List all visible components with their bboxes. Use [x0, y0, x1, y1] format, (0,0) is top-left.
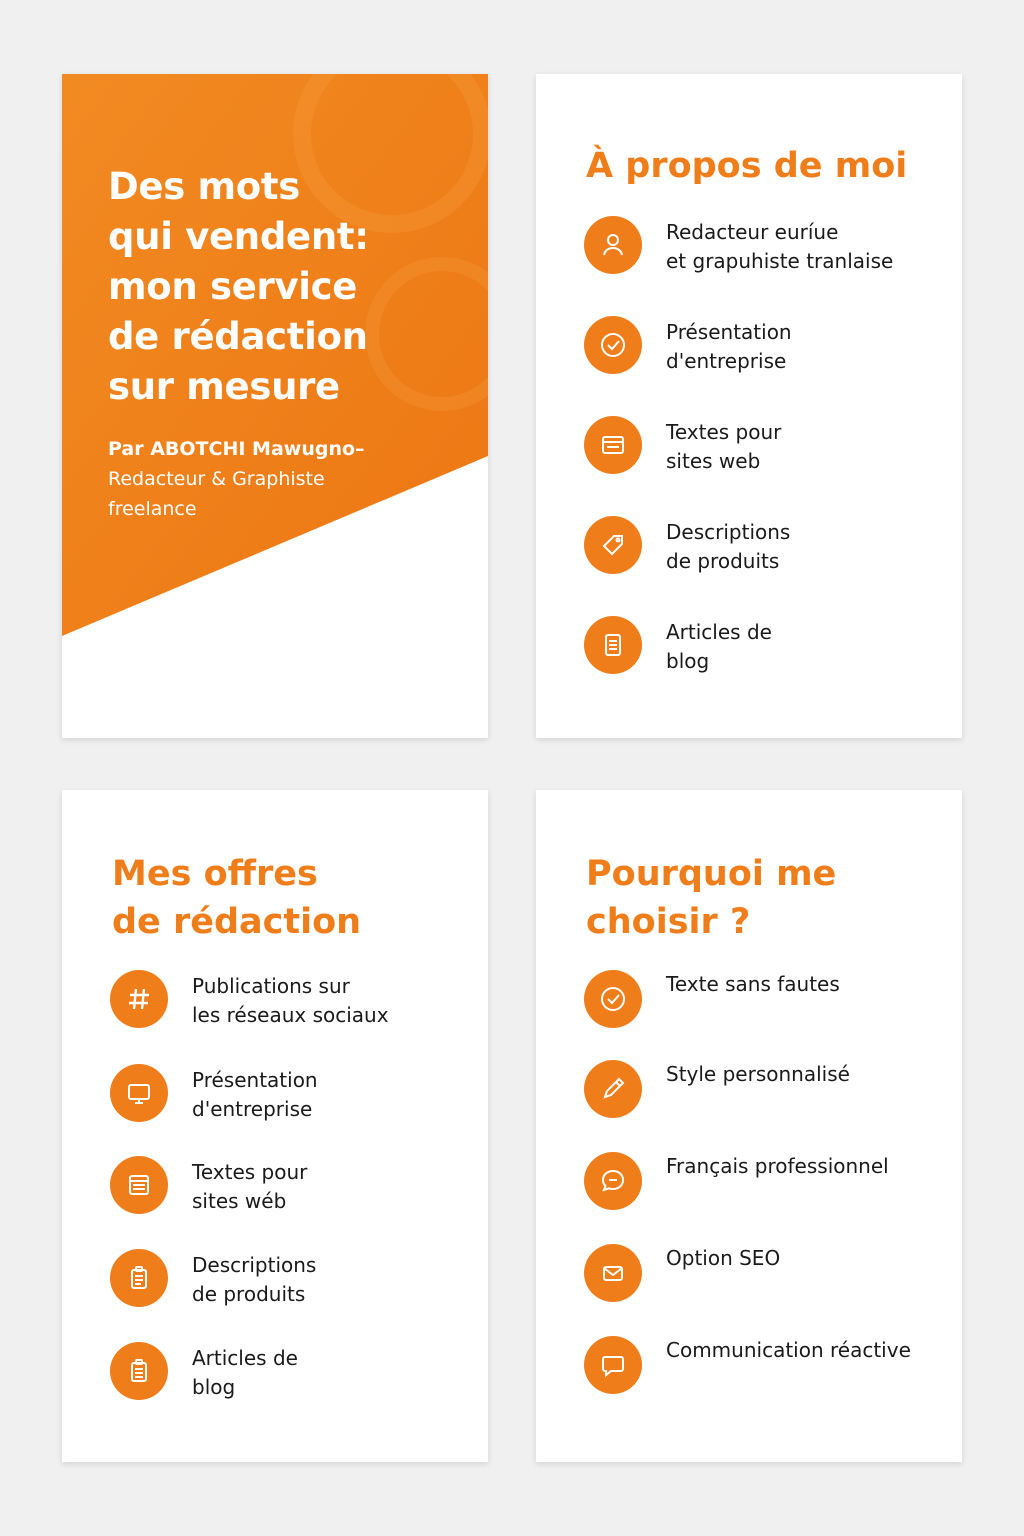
offers-item — [110, 1064, 480, 1124]
monitor-icon — [110, 1064, 168, 1122]
about-title: À propos de moi — [586, 146, 908, 186]
tag-icon — [584, 516, 642, 574]
web-page-icon — [110, 1156, 168, 1214]
about-item-label: Redacteur euríue et grapuhiste tranlaise — [666, 220, 894, 273]
cover-card — [62, 74, 488, 738]
why-item-label: Communication réactive — [666, 1338, 911, 1362]
why-title: Pourquoi me choisir ? — [586, 854, 837, 942]
clipboard-list-icon — [110, 1342, 168, 1400]
browser-window-icon — [584, 416, 642, 474]
offers-item-label: Publications sur les réseaux sociaux — [192, 974, 389, 1027]
why-item — [584, 1336, 954, 1396]
about-item — [584, 316, 954, 376]
about-item — [584, 416, 954, 476]
why-item — [584, 1060, 954, 1120]
clipboard-icon — [110, 1249, 168, 1307]
pencil-icon — [584, 1060, 642, 1118]
why-item-label: Style personnalisé — [666, 1062, 850, 1086]
cover-text-block — [108, 162, 468, 524]
about-item-label: Descriptions de produits — [666, 520, 791, 573]
why-item — [584, 1152, 954, 1212]
cover-author — [108, 434, 468, 524]
about-item-label: Articles de blog — [666, 620, 772, 673]
about-item-label: Présentation d'entreprise — [666, 320, 792, 373]
offers-item-label: Présentation d'entreprise — [192, 1068, 318, 1121]
check-circle-icon — [584, 316, 642, 374]
about-card — [536, 74, 962, 738]
user-icon — [584, 216, 642, 274]
offers-item — [110, 1342, 480, 1402]
about-item — [584, 216, 954, 276]
why-item — [584, 1244, 954, 1304]
why-item — [584, 970, 954, 1030]
why-item-label: Français professionnel — [666, 1154, 889, 1178]
offers-item-label: Articles de blog — [192, 1346, 298, 1399]
offers-item — [110, 1249, 480, 1309]
envelope-icon — [584, 1244, 642, 1302]
message-icon — [584, 1336, 642, 1394]
offers-item — [110, 1156, 480, 1216]
offers-title: Mes offres de rédaction — [112, 854, 362, 942]
about-item — [584, 616, 954, 676]
about-item-label: Textes pour sites web — [666, 420, 782, 473]
chat-bubble-icon — [584, 1152, 642, 1210]
offers-item — [110, 970, 480, 1030]
offers-card — [62, 790, 488, 1462]
why-item-label: Option SEO — [666, 1246, 781, 1270]
check-circle-icon — [584, 970, 642, 1028]
why-card — [536, 790, 962, 1462]
about-item — [584, 516, 954, 576]
cover-title: Des mots qui vendent: mon service de rédaction sur mesure — [108, 165, 369, 408]
cover-author-role: Redacteur & Graphiste freelance — [108, 468, 325, 520]
offers-item-label: Descriptions de produits — [192, 1253, 317, 1306]
offers-item-label: Textes pour sites wéb — [192, 1160, 308, 1213]
hashtag-icon — [110, 970, 168, 1028]
why-item-label: Texte sans fautes — [666, 972, 840, 996]
document-icon — [584, 616, 642, 674]
cover-author-name: Par ABOTCHI Mawugno– — [108, 438, 365, 460]
